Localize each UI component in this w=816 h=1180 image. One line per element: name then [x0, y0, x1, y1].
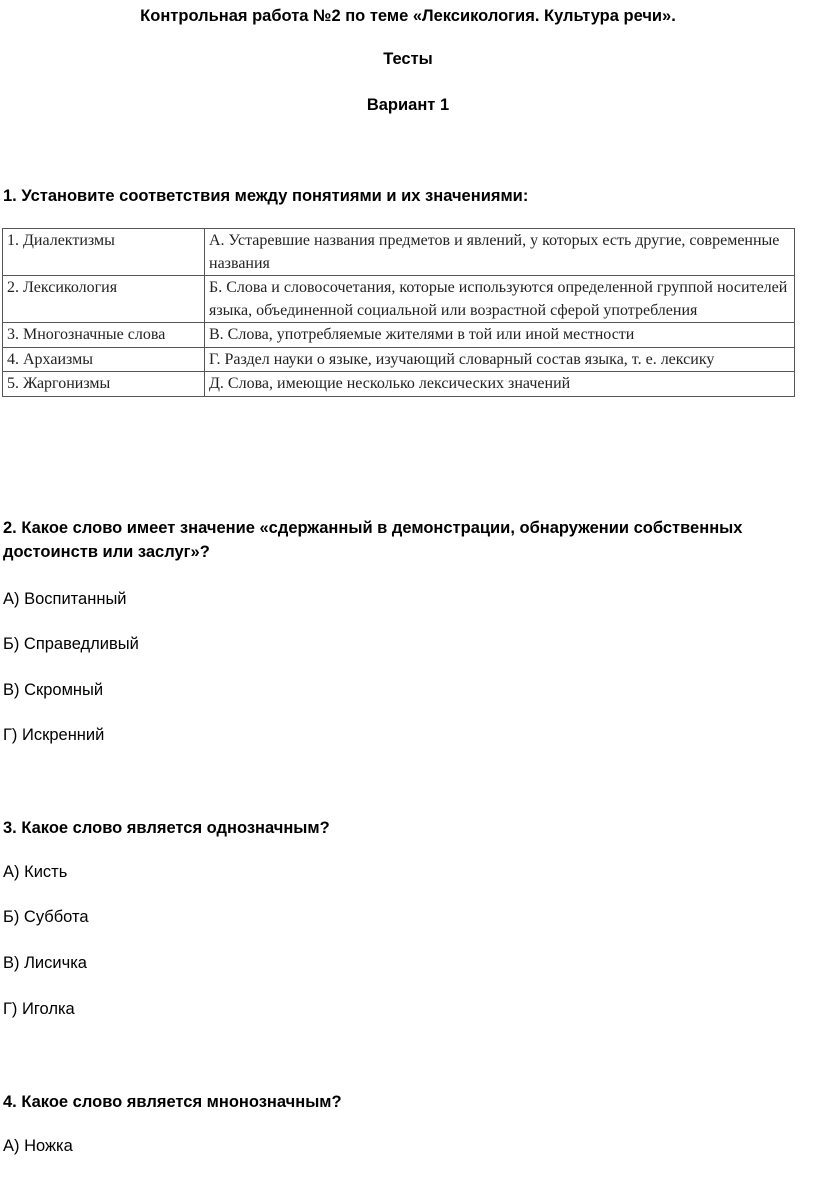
term-cell: 5. Жаргонизмы [3, 372, 205, 397]
question-3-heading: 3. Какое слово является однозначным? [3, 819, 330, 837]
question-4-heading: 4. Какое слово является мнонозначным? [3, 1093, 342, 1111]
matching-table [2, 228, 795, 397]
table-row [3, 372, 795, 397]
question-3-option-b: Б) Суббота [3, 908, 89, 926]
definition-cell: А. Устаревшие названия предметов и явлений, у которых есть другие, современные названия [205, 229, 795, 276]
variant-label: Вариант 1 [366, 96, 450, 114]
question-2-heading: 2. Какое слово имеет значение «сдержанный в демонстрации, обнаружении собственных достоинств или заслуг»? [3, 519, 743, 561]
definition-cell: Г. Раздел науки о языке, изучающий словарный состав языка, т. е. лексику [205, 347, 795, 372]
term-cell: 3. Многозначные слова [3, 323, 205, 348]
question-3-option-a: А) Кисть [3, 863, 68, 881]
term-cell: 2. Лексикология [3, 276, 205, 323]
document-subtitle: Тесты [383, 50, 433, 68]
question-3-option-c: В) Лисичка [3, 954, 87, 972]
question-3-option-d: Г) Иголка [3, 1000, 75, 1018]
question-2-option-d: Г) Искренний [3, 726, 105, 744]
table-row [3, 323, 795, 348]
term-cell: 1. Диалектизмы [3, 229, 205, 276]
table-row [3, 347, 795, 372]
table-row [3, 229, 795, 276]
definition-cell: В. Слова, употребляемые жителями в той или иной местности [205, 323, 795, 348]
question-4-option-a: А) Ножка [3, 1137, 73, 1155]
question-1-heading: 1. Установите соответствия между понятиями и их значениями: [3, 187, 529, 205]
question-2-option-c: В) Скромный [3, 681, 104, 699]
term-cell: 4. Архаизмы [3, 347, 205, 372]
table-row [3, 276, 795, 323]
question-2-option-b: Б) Справедливый [3, 635, 139, 653]
question-2-option-a: А) Воспитанный [3, 590, 127, 608]
document-title: Контрольная работа №2 по теме «Лексикология. Культура речи». [140, 7, 676, 25]
definition-cell: Д. Слова, имеющие несколько лексических значений [205, 372, 795, 397]
definition-cell: Б. Слова и словосочетания, которые используются определенной группой носителей языка, объединенной социальной или возрастной сферой употребления [205, 276, 795, 323]
